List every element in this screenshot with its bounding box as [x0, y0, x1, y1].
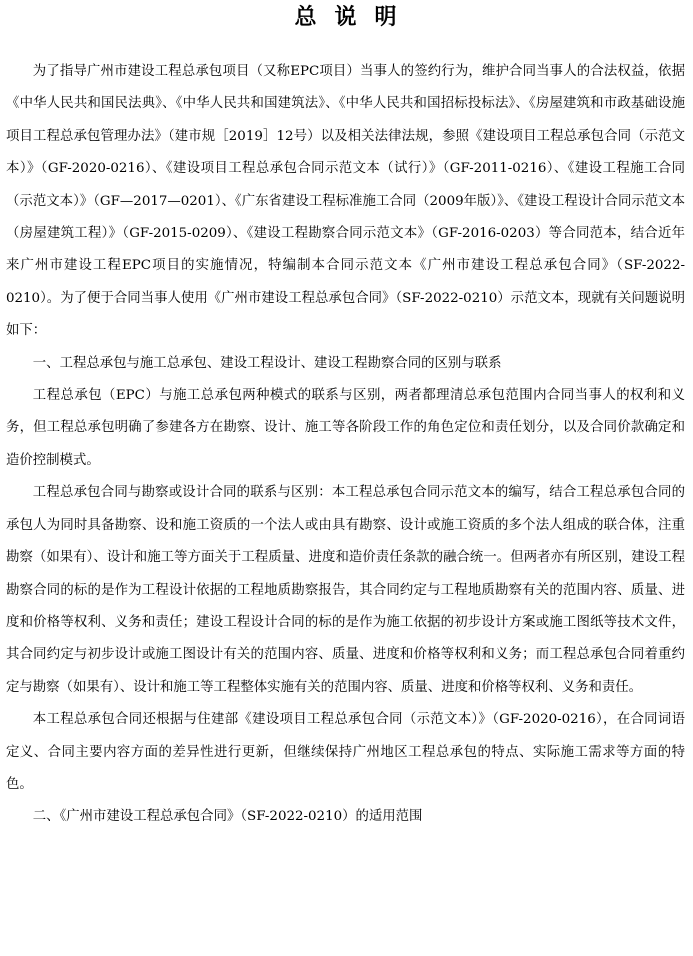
document-body [6, 56, 685, 834]
paragraph-update-note: 本工程总承包合同还根据与住建部《建设项目工程总承包合同（示范文本）》（GF-2020-0216），在合同词语定义、合同主要内容方面的差异性进行更新，但继续保持广州地区工程总承包的特点、实际施工需求等方面的特色。 [6, 712, 685, 792]
paragraph-intro: 为了指导广州市建设工程总承包项目（又称EPC项目）当事人的签约行为，维护合同当事人的合法权益，依据《中华人民共和国民法典》、《中华人民共和国建筑法》、《中华人民共和国招标投标法》、《房屋建筑和市政基础设施项目工程总承包管理办法》（建市规［2019］12号）以及相关法律法规，参照《建设项目工程总承包合同（示范文本）》（GF-2020-0216）、《建设项目工程总承包合同示范文本（试行）》（GF-2011-0216）、《建设工程施工合同（示范文本）》（GF—2017—0201）、《广东省建设工程标准施工合同（2009年版）》、《建设工程设计合同示范文本（房屋建筑工程）》（GF-2015-0209）、《建设工程勘察合同示范文本》（GF-2016-0203）等合同范本，结合近年来广州市建设工程EPC项目的实施情况，特编制本合同示范文本《广州市建设工程总承包合同》（SF-2022-0210）。为了便于合同当事人使用《广州市建设工程总承包合同》（SF-2022-0210）示范文本，现就有关问题说明如下： [6, 64, 685, 339]
paragraph-epc-vs-survey-design: 工程总承包合同与勘察或设计合同的联系与区别：本工程总承包合同示范文本的编写，结合工程总承包合同的承包人为同时具备勘察、设和施工资质的一个法人或由具有勘察、设计或施工资质的多个法人组成的联合体，注重勘察（如果有）、设计和施工等方面关于工程质量、进度和造价责任条款的融合统一。但两者亦有所区别，建设工程勘察合同的标的是作为工程设计依据的工程地质勘察报告，其合同约定与工程地质勘察有关的范围内容、质量、进度和价格等权利、义务和责任；建设工程设计合同的标的是作为施工依据的初步设计方案或施工图纸等技术文件，其合同约定与初步设计或施工图设计有关的范围内容、质量、进度和价格等权利和义务；而工程总承包合同着重约定与勘察（如果有）、设计和施工等工程整体实施有关的范围内容、质量、进度和价格等权利、义务和责任。 [6, 485, 685, 695]
document-title: 总说明 [294, 4, 415, 30]
section-heading-2: 二、《广州市建设工程总承包合同》（SF-2022-0210）的适用范围 [32, 809, 423, 825]
section-heading-1: 一、工程总承包与施工总承包、建设工程设计、建设工程勘察合同的区别与联系 [32, 355, 502, 371]
paragraph-epc-vs-construction: 工程总承包（EPC）与施工总承包两种模式的联系与区别，两者都理清总承包范围内合同当事人的权利和义务，但工程总承包明确了参建各方在勘察、设计、施工等各阶段工作的角色定位和责任划分，以及合同价款确定和造价控制模式。 [6, 388, 685, 468]
